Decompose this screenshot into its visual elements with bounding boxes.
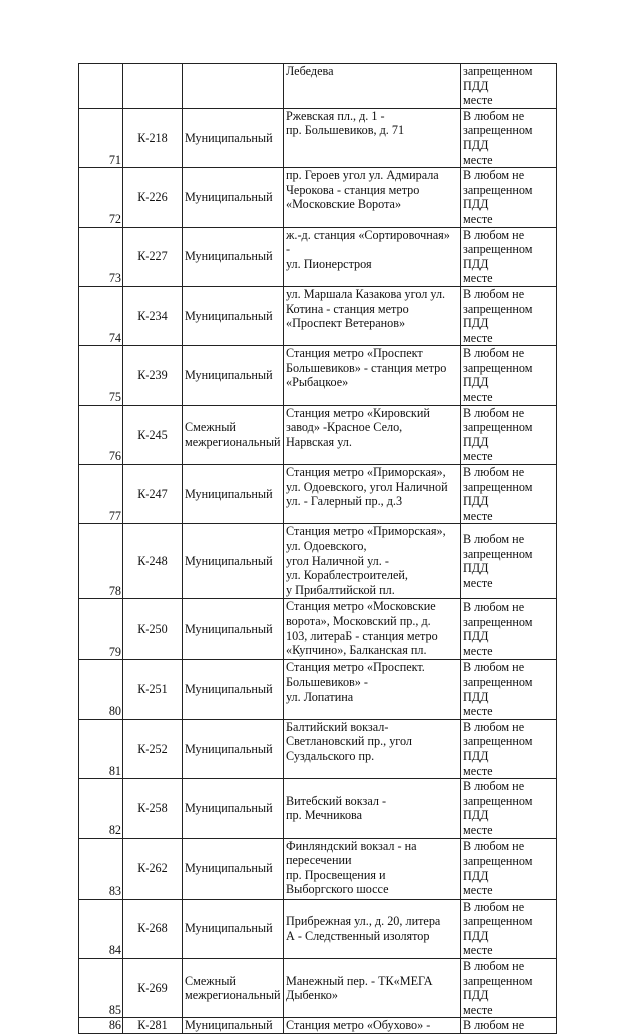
route-code: К-227 (123, 227, 183, 286)
table-row (79, 838, 557, 899)
row-number: 85 (79, 958, 123, 1017)
route-description: Прибрежная ул., д. 20, литера А - Следственный изолятор (284, 899, 461, 958)
route-type: Муниципальный (183, 465, 284, 524)
table-row (79, 168, 557, 227)
route-description: Станция метро «Проспект Большевиков» - станция метро «Рыбацкое» (284, 346, 461, 405)
route-type: Муниципальный (183, 779, 284, 838)
row-number: 75 (79, 346, 123, 405)
route-description: пр. Героев угол ул. Адмирала Черокова - станция метро «Московские Ворота» (284, 168, 461, 227)
stopping-rule: В любом не запрещенном ПДД месте (461, 599, 557, 660)
route-description: Балтийский вокзал- Светлановский пр., угол Суздальского пр. (284, 719, 461, 778)
table-row (79, 524, 557, 599)
row-number: 76 (79, 405, 123, 464)
route-type: Муниципальный (183, 660, 284, 719)
table-row (79, 779, 557, 838)
row-number (79, 64, 123, 109)
route-code: К-251 (123, 660, 183, 719)
stopping-rule: В любом не запрещенном ПДД месте (461, 719, 557, 778)
route-code: К-252 (123, 719, 183, 778)
route-code: К-248 (123, 524, 183, 599)
table-row (79, 286, 557, 345)
route-code: К-250 (123, 599, 183, 660)
stopping-rule: В любом не запрещенном ПДД месте (461, 465, 557, 524)
route-code (123, 64, 183, 109)
row-number: 77 (79, 465, 123, 524)
row-number: 74 (79, 286, 123, 345)
table-row (79, 405, 557, 464)
route-type: Муниципальный (183, 1018, 284, 1034)
route-type: Муниципальный (183, 899, 284, 958)
table-row (79, 599, 557, 660)
route-description: Станция метро «Приморская», ул. Одоевского, угол Наличной ул. - Галерный пр., д.3 (284, 465, 461, 524)
table-row (79, 899, 557, 958)
routes-table (78, 63, 557, 1034)
route-type: Муниципальный (183, 227, 284, 286)
row-number: 73 (79, 227, 123, 286)
route-code: К-281 (123, 1018, 183, 1034)
stopping-rule: В любом не запрещенном ПДД месте (461, 958, 557, 1017)
route-code: К-245 (123, 405, 183, 464)
route-type: Муниципальный (183, 168, 284, 227)
stopping-rule: В любом не запрещенном ПДД месте (461, 168, 557, 227)
row-number: 78 (79, 524, 123, 599)
route-type (183, 64, 284, 109)
stopping-rule: В любом не запрещенном ПДД месте (461, 779, 557, 838)
route-description: Ржевская пл., д. 1 - пр. Большевиков, д. 71 (284, 108, 461, 167)
route-description: Лебедева (284, 64, 461, 109)
table-row (79, 1018, 557, 1034)
route-code: К-268 (123, 899, 183, 958)
route-type: Муниципальный (183, 524, 284, 599)
row-number: 82 (79, 779, 123, 838)
route-type: Смежный межрегиональный (183, 958, 284, 1017)
table-row (79, 346, 557, 405)
table-row (79, 660, 557, 719)
route-type: Муниципальный (183, 719, 284, 778)
route-code: К-226 (123, 168, 183, 227)
table-row (79, 719, 557, 778)
route-description: Станция метро «Проспект. Большевиков» - ул. Лопатина (284, 660, 461, 719)
stopping-rule: В любом не (461, 1018, 557, 1034)
route-type: Муниципальный (183, 838, 284, 899)
route-type: Муниципальный (183, 346, 284, 405)
route-description: ул. Маршала Казакова угол ул. Котина - станция метро «Проспект Ветеранов» (284, 286, 461, 345)
route-description: Манежный пер. - ТК«МЕГА Дыбенко» (284, 958, 461, 1017)
table-row (79, 958, 557, 1017)
table-row (79, 108, 557, 167)
route-description: Станция метро «Кировский завод» -Красное Село, Нарвская ул. (284, 405, 461, 464)
stopping-rule: В любом не запрещенном ПДД месте (461, 660, 557, 719)
route-description: Витебский вокзал - пр. Мечникова (284, 779, 461, 838)
table-row (79, 227, 557, 286)
row-number: 72 (79, 168, 123, 227)
row-number: 86 (79, 1018, 123, 1034)
table-row (79, 465, 557, 524)
row-number: 80 (79, 660, 123, 719)
route-description: ж.-д. станция «Сортировочная» - ул. Пионерстроя (284, 227, 461, 286)
stopping-rule: В любом не запрещенном ПДД месте (461, 405, 557, 464)
row-number: 71 (79, 108, 123, 167)
route-description: Станция метро «Обухово» - (284, 1018, 461, 1034)
stopping-rule: В любом не запрещенном ПДД месте (461, 524, 557, 599)
route-code: К-218 (123, 108, 183, 167)
route-type: Муниципальный (183, 108, 284, 167)
stopping-rule: В любом не запрещенном ПДД месте (461, 227, 557, 286)
stopping-rule: В любом не запрещенном ПДД месте (461, 108, 557, 167)
row-number: 84 (79, 899, 123, 958)
route-type: Муниципальный (183, 286, 284, 345)
route-code: К-234 (123, 286, 183, 345)
route-code: К-258 (123, 779, 183, 838)
route-description: Финляндский вокзал - на пересечении пр. Просвещения и Выборгского шоссе (284, 838, 461, 899)
stopping-rule: запрещенном ПДД месте (461, 64, 557, 109)
stopping-rule: В любом не запрещенном ПДД месте (461, 899, 557, 958)
row-number: 81 (79, 719, 123, 778)
route-code: К-262 (123, 838, 183, 899)
route-code: К-269 (123, 958, 183, 1017)
route-description: Станция метро «Приморская», ул. Одоевского, угол Наличной ул. - ул. Кораблестроителей, у Прибалтийской пл. (284, 524, 461, 599)
stopping-rule: В любом не запрещенном ПДД месте (461, 838, 557, 899)
row-number: 83 (79, 838, 123, 899)
stopping-rule: В любом не запрещенном ПДД месте (461, 286, 557, 345)
table-row (79, 64, 557, 109)
route-type: Муниципальный (183, 599, 284, 660)
row-number: 79 (79, 599, 123, 660)
route-description: Станция метро «Московские ворота», Московский пр., д. 103, литераБ - станция метро «Купчино», Балканская пл. (284, 599, 461, 660)
route-code: К-239 (123, 346, 183, 405)
route-type: Смежный межрегиональный (183, 405, 284, 464)
stopping-rule: В любом не запрещенном ПДД месте (461, 346, 557, 405)
route-code: К-247 (123, 465, 183, 524)
routes-table-body (79, 64, 557, 1034)
